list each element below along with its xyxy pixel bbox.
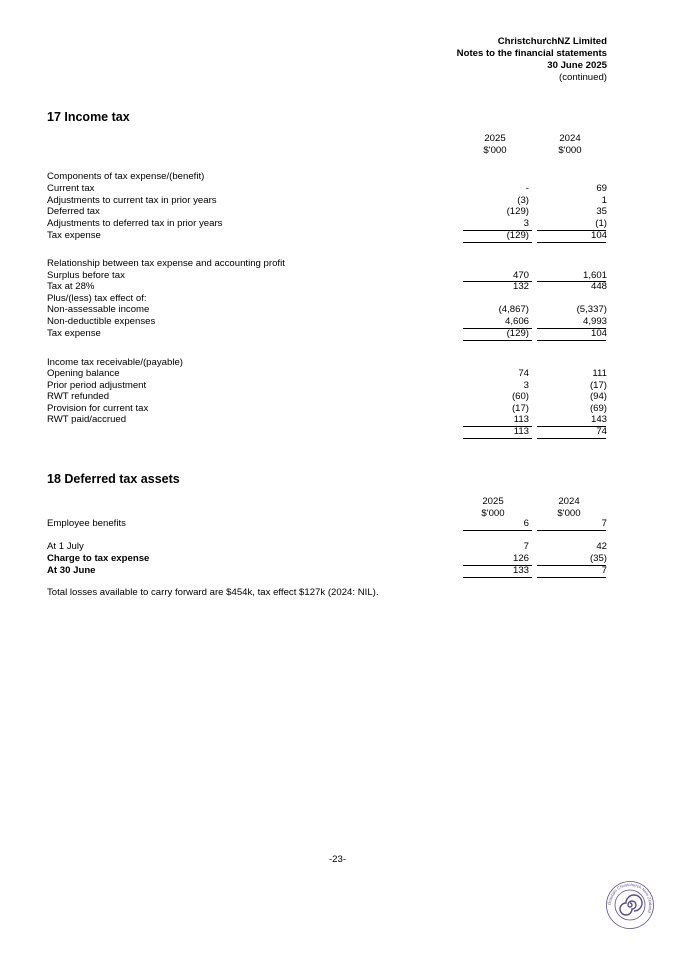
- value-2024: (94): [589, 391, 607, 402]
- value-2025: (3): [517, 194, 529, 206]
- statement-date: 30 June 2025: [547, 60, 607, 71]
- total-rule: [463, 340, 532, 341]
- table-row: [47, 316, 610, 328]
- total-rule: [537, 242, 606, 243]
- row-label: Tax expense: [47, 229, 101, 241]
- column-year: 2024: [559, 133, 581, 144]
- total-rule: [537, 577, 606, 578]
- column-year: 2025: [484, 133, 506, 144]
- svg-text:Ōtautahi Christchurch New Zeal: Ōtautahi Christchurch New Zealand: [606, 881, 654, 914]
- value-2025: 3: [523, 379, 529, 391]
- value-2024: 104: [590, 229, 607, 241]
- subheading-receivable: Income tax receivable/(payable): [47, 356, 183, 368]
- column-year: 2024: [558, 496, 580, 507]
- page-number: -23-: [328, 854, 347, 865]
- document-title: Notes to the financial statements: [456, 48, 607, 59]
- row-label: RWT paid/accrued: [47, 414, 127, 425]
- column-unit: $'000: [557, 508, 581, 519]
- table-row: [47, 541, 610, 553]
- table-row: [47, 518, 610, 530]
- table-row: [47, 553, 610, 565]
- value-2025: 470: [512, 269, 529, 281]
- column-header-2024: [535, 133, 605, 157]
- table-row-total: [47, 230, 610, 242]
- row-label: Adjustments to deferred tax in prior years: [47, 217, 223, 229]
- table-row: [47, 380, 610, 392]
- row-label: At 1 July: [47, 541, 84, 552]
- table-row: [47, 270, 610, 282]
- value-2024: 7: [601, 564, 607, 576]
- row-label: Opening balance: [47, 368, 120, 379]
- value-2024: 69: [596, 183, 607, 194]
- row-label: Surplus before tax: [47, 269, 125, 281]
- value-2024: (69): [589, 402, 607, 414]
- value-2024: (17): [589, 379, 607, 391]
- table-row: [47, 183, 610, 195]
- value-2024: 1: [601, 194, 607, 206]
- section-title-deferred-tax: 18 Deferred tax assets: [47, 472, 180, 486]
- column-unit: $'000: [483, 145, 507, 156]
- total-rule: [463, 438, 532, 439]
- value-2024: 1,601: [582, 269, 607, 281]
- table-row-total: [47, 565, 610, 577]
- table-row-total: [47, 426, 610, 438]
- column-year: 2025: [482, 496, 504, 507]
- table-row: [47, 206, 610, 218]
- column-unit: $'000: [481, 508, 505, 519]
- row-label: Charge to tax expense: [47, 552, 150, 564]
- table-row: [47, 304, 610, 316]
- value-2024: (35): [589, 552, 607, 564]
- value-2024: 143: [590, 414, 607, 425]
- christchurch-seal-logo: [605, 880, 655, 930]
- value-2024: 42: [596, 541, 607, 552]
- row-label: Prior period adjustment: [47, 379, 147, 391]
- value-2025: (129): [506, 206, 529, 217]
- value-2024: (1): [595, 217, 607, 229]
- value-2025: 133: [512, 564, 529, 576]
- continued-label: (continued): [559, 72, 607, 83]
- section-title-income-tax: 17 Income tax: [47, 110, 130, 124]
- column-unit: $'000: [558, 145, 582, 156]
- total-rule: [463, 242, 532, 243]
- value-2025: (129): [506, 327, 529, 339]
- value-2025: 3: [523, 217, 529, 229]
- value-2025: -: [525, 183, 529, 194]
- value-2025: (60): [511, 391, 529, 402]
- row-label: Plus/(less) tax effect of:: [47, 292, 147, 304]
- table-row: [47, 414, 610, 426]
- subheading-components: Components of tax expense/(benefit): [47, 171, 205, 182]
- total-rule: [463, 530, 532, 531]
- table-row: [47, 195, 610, 207]
- page-header: [457, 36, 607, 84]
- row-label: RWT refunded: [47, 391, 110, 402]
- row-label: Non-deductible expenses: [47, 315, 156, 327]
- value-2025: 74: [518, 368, 529, 379]
- value-2025: 7: [523, 541, 529, 552]
- row-label: Non-assessable income: [47, 304, 150, 315]
- row-label: At 30 June: [47, 564, 96, 576]
- column-header-2025: [458, 496, 528, 520]
- row-label: Employee benefits: [47, 518, 126, 529]
- value-2024: 111: [592, 368, 607, 379]
- column-header-2024: [534, 496, 604, 520]
- value-2024: 35: [596, 206, 607, 217]
- value-2025: 113: [513, 414, 529, 425]
- total-rule: [537, 340, 606, 341]
- table-row: [47, 281, 610, 293]
- value-2025: 6: [523, 518, 529, 529]
- value-2024: 4,993: [582, 315, 607, 327]
- total-rule: [537, 438, 606, 439]
- row-label: Tax expense: [47, 327, 101, 339]
- value-2025: (17): [511, 402, 529, 414]
- value-2025: (4,867): [498, 304, 529, 315]
- value-2024: 7: [601, 518, 607, 529]
- table-row: [47, 218, 610, 230]
- value-2025: 126: [512, 552, 529, 564]
- row-label: Provision for current tax: [47, 402, 149, 414]
- value-2025: 132: [512, 281, 529, 292]
- company-name: ChristchurchNZ Limited: [497, 36, 607, 47]
- subheading-relationship: Relationship between tax expense and accounting profit: [47, 258, 285, 269]
- table-row: [47, 403, 610, 415]
- value-2024: 448: [590, 281, 607, 292]
- row-label: Deferred tax: [47, 206, 100, 217]
- value-2025: (129): [506, 229, 529, 241]
- value-2024: 104: [590, 327, 607, 339]
- table-row: [47, 368, 610, 380]
- column-header-2025: [460, 133, 530, 157]
- total-rule: [463, 577, 532, 578]
- losses-note: Total losses available to carry forward are $454k, tax effect $127k (2024: NIL).: [47, 587, 379, 598]
- row-label: Tax at 28%: [47, 281, 95, 292]
- value-2025: 113: [513, 426, 529, 437]
- value-2025: 4,606: [504, 315, 529, 327]
- row-label: Current tax: [47, 183, 95, 194]
- table-row-total: [47, 328, 610, 340]
- row-label: Adjustments to current tax in prior years: [47, 194, 217, 206]
- value-2024: (5,337): [576, 304, 607, 315]
- value-2024: 74: [596, 426, 607, 437]
- total-rule: [537, 530, 606, 531]
- table-row: [47, 391, 610, 403]
- table-row: [47, 293, 610, 305]
